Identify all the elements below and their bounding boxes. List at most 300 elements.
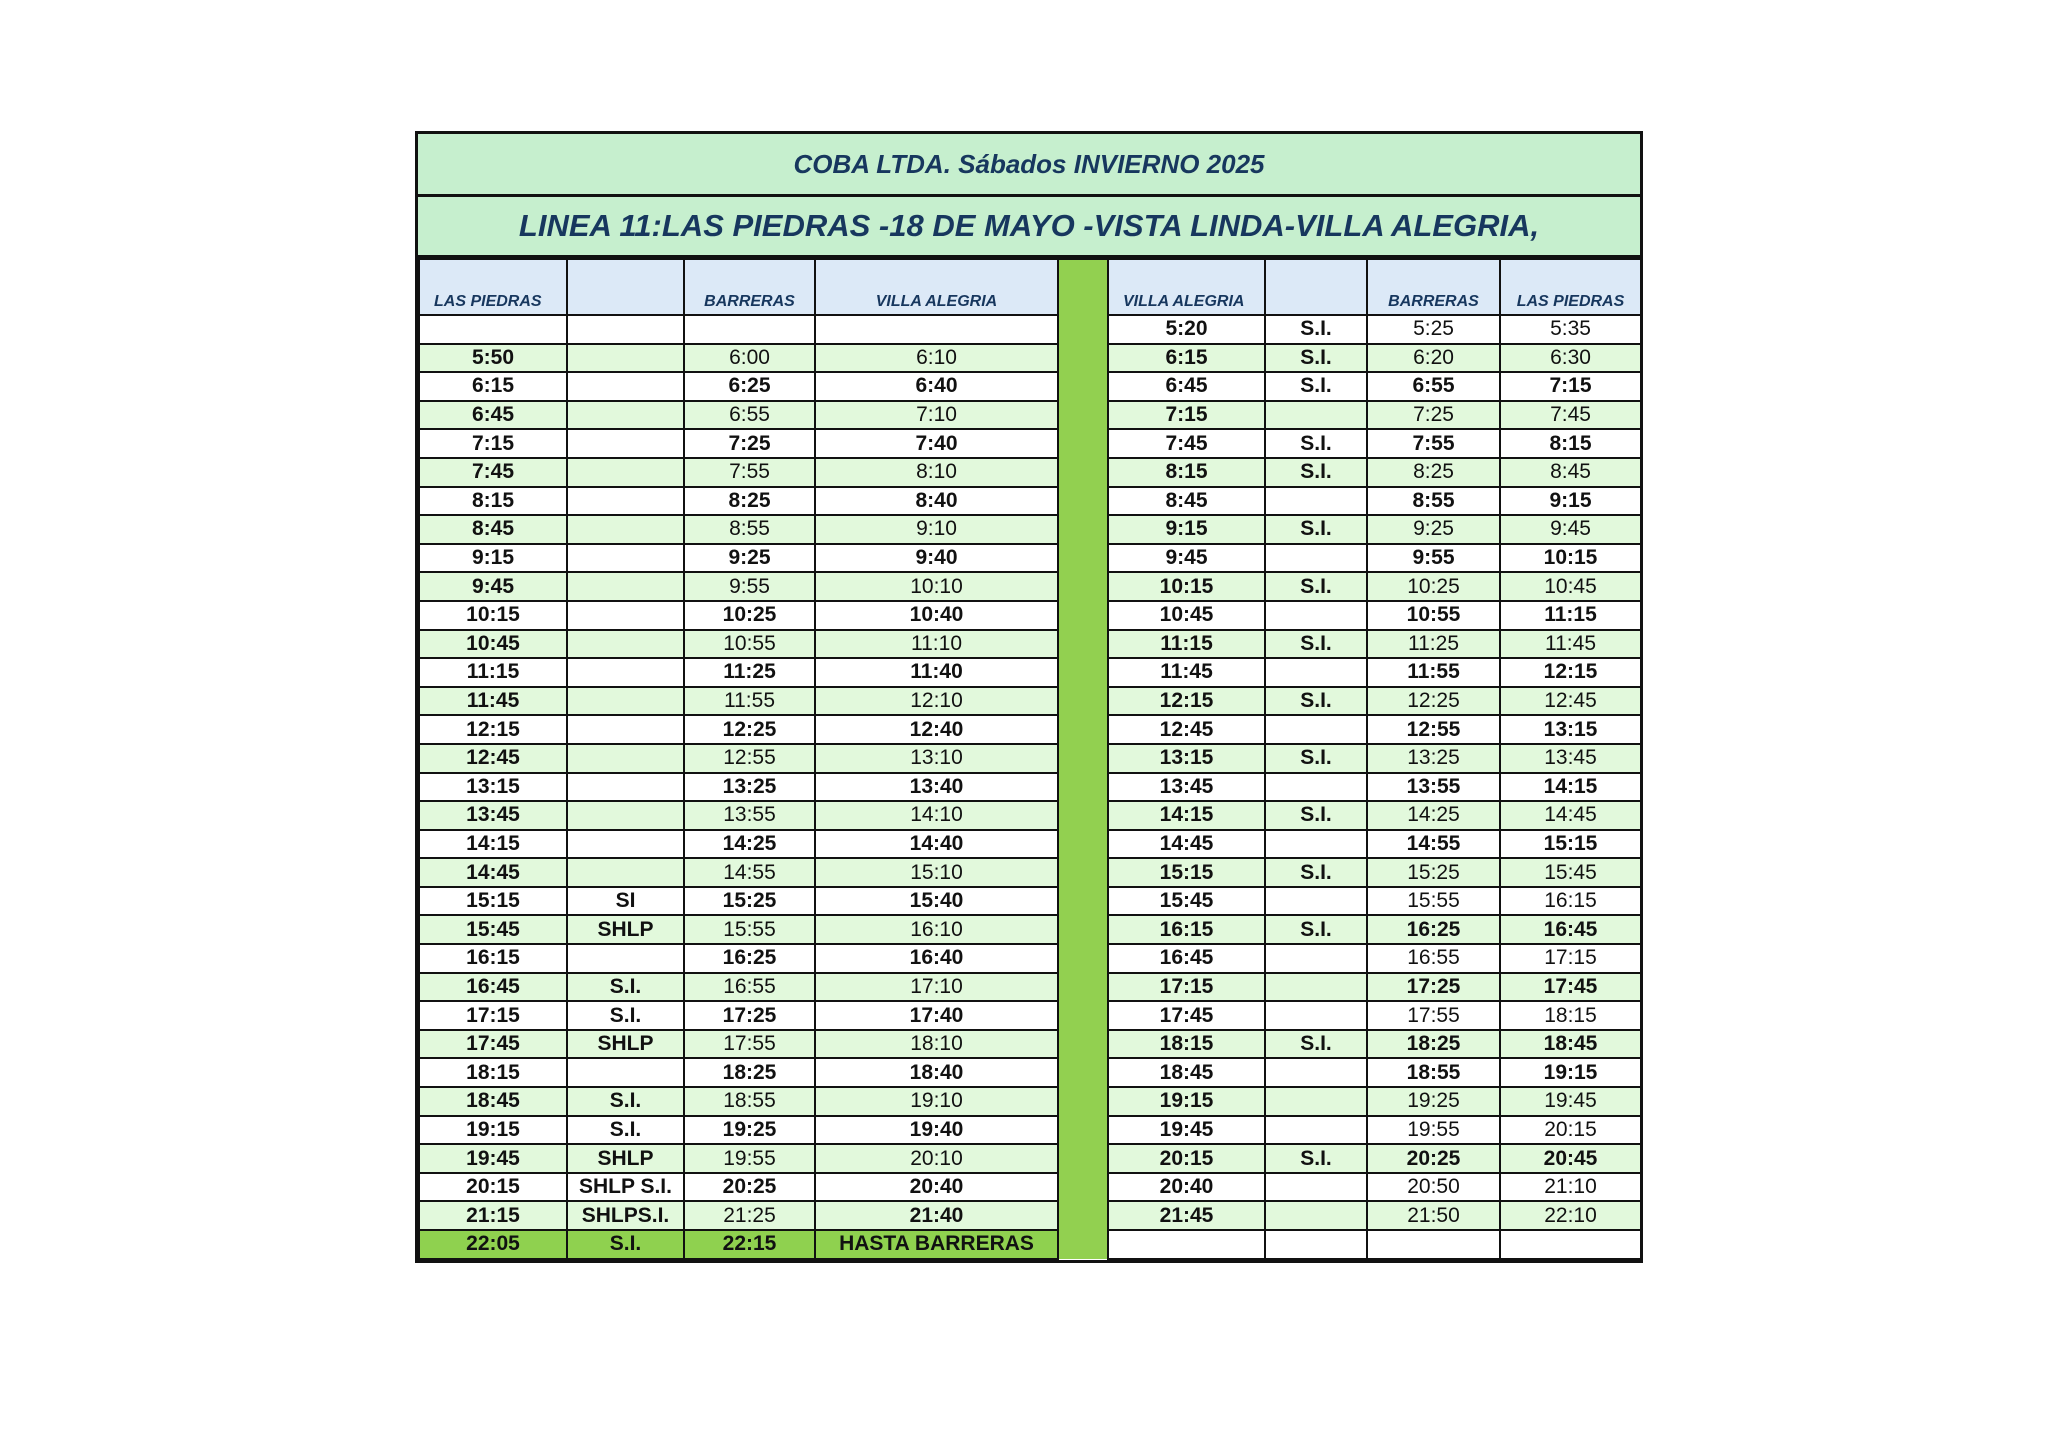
out-note-cell (567, 315, 684, 344)
return-note-cell: S.I. (1265, 315, 1367, 344)
column-separator (1058, 658, 1108, 687)
table-row (419, 715, 1641, 744)
out-barreras-time-cell: 11:25 (684, 658, 815, 687)
header-note-return (1265, 259, 1367, 315)
return-barreras-time-cell: 16:25 (1367, 915, 1500, 944)
out-note-cell (567, 344, 684, 373)
return-villa-alegria-departure-cell: 13:15 (1108, 744, 1265, 773)
out-las-piedras-departure-cell: 13:15 (419, 773, 567, 802)
out-villa-alegria-time-cell: 8:40 (815, 487, 1058, 516)
out-note-cell (567, 830, 684, 859)
out-las-piedras-departure-cell: 6:45 (419, 401, 567, 430)
return-barreras-time-cell: 21:50 (1367, 1201, 1500, 1230)
table-row (419, 544, 1641, 573)
return-note-cell (1265, 1001, 1367, 1030)
return-note-cell (1265, 1201, 1367, 1230)
column-separator (1058, 687, 1108, 716)
return-note-cell: S.I. (1265, 801, 1367, 830)
column-separator (1058, 429, 1108, 458)
out-las-piedras-departure-cell: 12:15 (419, 715, 567, 744)
return-villa-alegria-departure-cell: 16:15 (1108, 915, 1265, 944)
out-note-cell (567, 601, 684, 630)
out-las-piedras-departure-cell: 7:45 (419, 458, 567, 487)
out-barreras-time-cell: 14:55 (684, 858, 815, 887)
return-las-piedras-time-cell: 7:15 (1500, 372, 1641, 401)
out-villa-alegria-time-cell: 19:40 (815, 1116, 1058, 1145)
return-barreras-time-cell: 12:25 (1367, 687, 1500, 716)
out-las-piedras-departure-cell: 20:15 (419, 1173, 567, 1202)
out-barreras-time-cell: 21:25 (684, 1201, 815, 1230)
return-barreras-time-cell: 7:25 (1367, 401, 1500, 430)
return-note-cell: S.I. (1265, 458, 1367, 487)
out-note-cell (567, 487, 684, 516)
out-barreras-time-cell: 10:55 (684, 630, 815, 659)
return-villa-alegria-departure-cell: 6:15 (1108, 344, 1265, 373)
header-villa-alegria-return: VILLA ALEGRIA (1108, 259, 1265, 315)
out-note-cell (567, 372, 684, 401)
out-villa-alegria-time-cell: 14:40 (815, 830, 1058, 859)
out-barreras-time-cell: 13:55 (684, 801, 815, 830)
return-barreras-time-cell: 5:25 (1367, 315, 1500, 344)
table-row (419, 315, 1641, 344)
table-row (419, 401, 1641, 430)
out-villa-alegria-time-cell: 16:10 (815, 915, 1058, 944)
return-villa-alegria-departure-cell: 18:45 (1108, 1058, 1265, 1087)
return-barreras-time-cell: 17:25 (1367, 973, 1500, 1002)
out-las-piedras-departure-cell: 21:15 (419, 1201, 567, 1230)
out-barreras-time-cell: 12:55 (684, 744, 815, 773)
out-barreras-time-cell: 18:55 (684, 1087, 815, 1116)
return-villa-alegria-departure-cell: 5:20 (1108, 315, 1265, 344)
return-villa-alegria-departure-cell: 12:15 (1108, 687, 1265, 716)
out-note-cell (567, 801, 684, 830)
out-barreras-time-cell: 15:25 (684, 887, 815, 916)
out-las-piedras-departure-cell: 7:15 (419, 429, 567, 458)
return-villa-alegria-departure-cell: 17:15 (1108, 973, 1265, 1002)
return-villa-alegria-departure-cell: 19:15 (1108, 1087, 1265, 1116)
return-barreras-time-cell: 11:55 (1367, 658, 1500, 687)
header-las-piedras-return: LAS PIEDRAS (1500, 259, 1641, 315)
return-note-cell: S.I. (1265, 572, 1367, 601)
column-separator (1058, 773, 1108, 802)
return-note-cell (1265, 1058, 1367, 1087)
return-barreras-time-cell: 6:20 (1367, 344, 1500, 373)
return-barreras-time-cell: 19:55 (1367, 1116, 1500, 1145)
return-note-cell (1265, 1087, 1367, 1116)
return-las-piedras-time-cell: 11:15 (1500, 601, 1641, 630)
return-barreras-time-cell (1367, 1230, 1500, 1259)
header-barreras-return: BARRERAS (1367, 259, 1500, 315)
table-row (419, 1173, 1641, 1202)
out-las-piedras-departure-cell: 13:45 (419, 801, 567, 830)
table-row (419, 1144, 1641, 1173)
out-villa-alegria-time-cell: 12:10 (815, 687, 1058, 716)
table-row (419, 1116, 1641, 1145)
column-separator (1058, 458, 1108, 487)
table-row (419, 944, 1641, 973)
table-row (419, 973, 1641, 1002)
return-barreras-time-cell: 20:50 (1367, 1173, 1500, 1202)
column-separator (1058, 1058, 1108, 1087)
return-las-piedras-time-cell: 17:15 (1500, 944, 1641, 973)
out-las-piedras-departure-cell: 18:45 (419, 1087, 567, 1116)
return-note-cell: S.I. (1265, 1144, 1367, 1173)
return-las-piedras-time-cell: 6:30 (1500, 344, 1641, 373)
out-barreras-time-cell: 6:25 (684, 372, 815, 401)
return-note-cell (1265, 887, 1367, 916)
out-villa-alegria-time-cell: 17:40 (815, 1001, 1058, 1030)
table-row (419, 773, 1641, 802)
out-note-cell (567, 429, 684, 458)
return-villa-alegria-departure-cell: 8:15 (1108, 458, 1265, 487)
return-barreras-time-cell: 10:55 (1367, 601, 1500, 630)
out-barreras-time-cell: 8:55 (684, 515, 815, 544)
out-villa-alegria-time-cell: 6:10 (815, 344, 1058, 373)
column-separator (1058, 372, 1108, 401)
table-row (419, 1030, 1641, 1059)
column-separator (1058, 572, 1108, 601)
out-note-cell (567, 515, 684, 544)
table-row (419, 1058, 1641, 1087)
return-note-cell: S.I. (1265, 372, 1367, 401)
return-las-piedras-time-cell: 14:15 (1500, 773, 1641, 802)
out-las-piedras-departure-cell: 10:45 (419, 630, 567, 659)
out-las-piedras-departure-cell: 11:45 (419, 687, 567, 716)
table-row (419, 858, 1641, 887)
return-note-cell (1265, 487, 1367, 516)
return-note-cell: S.I. (1265, 1030, 1367, 1059)
out-note-cell (567, 401, 684, 430)
return-villa-alegria-departure-cell: 9:15 (1108, 515, 1265, 544)
timetable-title: COBA LTDA. Sábados INVIERNO 2025 (418, 134, 1640, 197)
return-villa-alegria-departure-cell: 10:45 (1108, 601, 1265, 630)
return-note-cell (1265, 1116, 1367, 1145)
return-barreras-time-cell: 15:55 (1367, 887, 1500, 916)
return-las-piedras-time-cell: 9:15 (1500, 487, 1641, 516)
column-separator (1058, 715, 1108, 744)
header-las-piedras-out: LAS PIEDRAS (419, 259, 567, 315)
return-barreras-time-cell: 15:25 (1367, 858, 1500, 887)
column-separator (1058, 601, 1108, 630)
return-villa-alegria-departure-cell: 7:15 (1108, 401, 1265, 430)
return-barreras-time-cell: 17:55 (1367, 1001, 1500, 1030)
table-row (419, 630, 1641, 659)
schedule-body (419, 259, 1641, 1259)
out-villa-alegria-time-cell: 8:10 (815, 458, 1058, 487)
return-las-piedras-time-cell: 21:10 (1500, 1173, 1641, 1202)
table-row (419, 515, 1641, 544)
return-barreras-time-cell: 13:25 (1367, 744, 1500, 773)
return-note-cell (1265, 1173, 1367, 1202)
out-las-piedras-departure-cell: 15:15 (419, 887, 567, 916)
out-las-piedras-departure-cell (419, 315, 567, 344)
out-note-cell (567, 1058, 684, 1087)
return-barreras-time-cell: 8:55 (1367, 487, 1500, 516)
return-las-piedras-time-cell: 15:15 (1500, 830, 1641, 859)
out-villa-alegria-time-cell: 10:10 (815, 572, 1058, 601)
out-barreras-time-cell: 19:25 (684, 1116, 815, 1145)
out-barreras-time-cell: 9:25 (684, 544, 815, 573)
column-separator (1058, 887, 1108, 916)
return-note-cell (1265, 830, 1367, 859)
timetable-sheet (415, 131, 1643, 1263)
return-villa-alegria-departure-cell: 13:45 (1108, 773, 1265, 802)
return-las-piedras-time-cell: 19:45 (1500, 1087, 1641, 1116)
out-villa-alegria-time-cell: 18:40 (815, 1058, 1058, 1087)
return-barreras-time-cell: 16:55 (1367, 944, 1500, 973)
table-row (419, 887, 1641, 916)
column-separator (1058, 344, 1108, 373)
out-las-piedras-departure-cell: 6:15 (419, 372, 567, 401)
out-note-cell (567, 572, 684, 601)
return-barreras-time-cell: 7:55 (1367, 429, 1500, 458)
column-separator (1058, 1173, 1108, 1202)
table-row (419, 1230, 1641, 1259)
out-villa-alegria-time-cell: 13:40 (815, 773, 1058, 802)
return-note-cell: S.I. (1265, 687, 1367, 716)
return-villa-alegria-departure-cell: 18:15 (1108, 1030, 1265, 1059)
out-note-cell: SHLP (567, 1144, 684, 1173)
out-villa-alegria-time-cell: 20:10 (815, 1144, 1058, 1173)
return-barreras-time-cell: 14:25 (1367, 801, 1500, 830)
out-las-piedras-departure-cell: 8:45 (419, 515, 567, 544)
column-separator (1058, 544, 1108, 573)
table-row (419, 487, 1641, 516)
out-las-piedras-departure-cell: 9:45 (419, 572, 567, 601)
table-row (419, 830, 1641, 859)
out-note-cell (567, 458, 684, 487)
return-las-piedras-time-cell: 18:45 (1500, 1030, 1641, 1059)
header-villa-alegria-out: VILLA ALEGRIA (815, 259, 1058, 315)
out-barreras-time-cell: 17:25 (684, 1001, 815, 1030)
out-villa-alegria-time-cell: 12:40 (815, 715, 1058, 744)
out-barreras-time-cell: 19:55 (684, 1144, 815, 1173)
out-las-piedras-departure-cell: 19:15 (419, 1116, 567, 1145)
return-las-piedras-time-cell: 16:45 (1500, 915, 1641, 944)
out-las-piedras-departure-cell: 11:15 (419, 658, 567, 687)
return-villa-alegria-departure-cell: 8:45 (1108, 487, 1265, 516)
out-note-cell (567, 544, 684, 573)
out-villa-alegria-time-cell: 7:10 (815, 401, 1058, 430)
out-las-piedras-departure-cell: 15:45 (419, 915, 567, 944)
out-note-cell (567, 630, 684, 659)
return-las-piedras-time-cell: 12:45 (1500, 687, 1641, 716)
return-note-cell (1265, 401, 1367, 430)
out-villa-alegria-time-cell: 10:40 (815, 601, 1058, 630)
column-separator (1058, 1030, 1108, 1059)
out-barreras-time-cell: 10:25 (684, 601, 815, 630)
out-villa-alegria-time-cell: 15:40 (815, 887, 1058, 916)
table-row (419, 344, 1641, 373)
return-villa-alegria-departure-cell (1108, 1230, 1265, 1259)
return-note-cell: S.I. (1265, 915, 1367, 944)
out-barreras-time-cell: 6:55 (684, 401, 815, 430)
return-las-piedras-time-cell: 20:15 (1500, 1116, 1641, 1145)
out-note-cell: SHLP S.I. (567, 1173, 684, 1202)
column-separator (1058, 1201, 1108, 1230)
table-row (419, 744, 1641, 773)
table-row (419, 429, 1641, 458)
return-las-piedras-time-cell: 12:15 (1500, 658, 1641, 687)
out-villa-alegria-time-cell: 20:40 (815, 1173, 1058, 1202)
out-barreras-time-cell: 9:55 (684, 572, 815, 601)
out-las-piedras-departure-cell: 19:45 (419, 1144, 567, 1173)
out-las-piedras-departure-cell: 10:15 (419, 601, 567, 630)
out-las-piedras-departure-cell: 16:15 (419, 944, 567, 973)
return-barreras-time-cell: 9:25 (1367, 515, 1500, 544)
out-villa-alegria-time-cell: 15:10 (815, 858, 1058, 887)
return-barreras-time-cell: 14:55 (1367, 830, 1500, 859)
out-villa-alegria-time-cell: HASTA BARRERAS (815, 1230, 1058, 1259)
out-villa-alegria-time-cell: 11:40 (815, 658, 1058, 687)
out-villa-alegria-time-cell: 13:10 (815, 744, 1058, 773)
out-barreras-time-cell: 22:15 (684, 1230, 815, 1259)
return-note-cell (1265, 658, 1367, 687)
column-separator (1058, 259, 1108, 315)
return-note-cell (1265, 1230, 1367, 1259)
table-row (419, 1087, 1641, 1116)
return-las-piedras-time-cell: 19:15 (1500, 1058, 1641, 1087)
out-barreras-time-cell: 15:55 (684, 915, 815, 944)
out-barreras-time-cell: 20:25 (684, 1173, 815, 1202)
column-separator (1058, 973, 1108, 1002)
return-barreras-time-cell: 12:55 (1367, 715, 1500, 744)
return-villa-alegria-departure-cell: 11:45 (1108, 658, 1265, 687)
out-note-cell (567, 687, 684, 716)
table-row (419, 601, 1641, 630)
out-las-piedras-departure-cell: 14:15 (419, 830, 567, 859)
return-las-piedras-time-cell: 22:10 (1500, 1201, 1641, 1230)
out-barreras-time-cell: 16:25 (684, 944, 815, 973)
return-barreras-time-cell: 8:25 (1367, 458, 1500, 487)
return-villa-alegria-departure-cell: 12:45 (1108, 715, 1265, 744)
out-villa-alegria-time-cell: 14:10 (815, 801, 1058, 830)
column-separator (1058, 630, 1108, 659)
out-barreras-time-cell: 13:25 (684, 773, 815, 802)
out-note-cell (567, 715, 684, 744)
return-note-cell: S.I. (1265, 744, 1367, 773)
return-barreras-time-cell: 9:55 (1367, 544, 1500, 573)
table-row (419, 658, 1641, 687)
column-separator (1058, 1230, 1108, 1259)
return-barreras-time-cell: 20:25 (1367, 1144, 1500, 1173)
column-headers (419, 259, 1641, 315)
out-barreras-time-cell: 18:25 (684, 1058, 815, 1087)
return-las-piedras-time-cell: 17:45 (1500, 973, 1641, 1002)
out-barreras-time-cell: 12:25 (684, 715, 815, 744)
return-note-cell (1265, 715, 1367, 744)
table-row (419, 915, 1641, 944)
return-las-piedras-time-cell: 10:15 (1500, 544, 1641, 573)
return-note-cell (1265, 601, 1367, 630)
return-note-cell: S.I. (1265, 630, 1367, 659)
return-las-piedras-time-cell (1500, 1230, 1641, 1259)
return-barreras-time-cell: 6:55 (1367, 372, 1500, 401)
out-villa-alegria-time-cell: 19:10 (815, 1087, 1058, 1116)
return-note-cell: S.I. (1265, 429, 1367, 458)
return-las-piedras-time-cell: 20:45 (1500, 1144, 1641, 1173)
out-note-cell: SHLP (567, 915, 684, 944)
return-las-piedras-time-cell: 18:15 (1500, 1001, 1641, 1030)
column-separator (1058, 944, 1108, 973)
out-las-piedras-departure-cell: 5:50 (419, 344, 567, 373)
out-barreras-time-cell: 16:55 (684, 973, 815, 1002)
return-villa-alegria-departure-cell: 9:45 (1108, 544, 1265, 573)
return-villa-alegria-departure-cell: 20:40 (1108, 1173, 1265, 1202)
out-note-cell: S.I. (567, 1230, 684, 1259)
out-note-cell: S.I. (567, 973, 684, 1002)
out-villa-alegria-time-cell: 11:10 (815, 630, 1058, 659)
out-las-piedras-departure-cell: 16:45 (419, 973, 567, 1002)
out-villa-alegria-time-cell (815, 315, 1058, 344)
column-separator (1058, 858, 1108, 887)
return-las-piedras-time-cell: 13:45 (1500, 744, 1641, 773)
column-separator (1058, 401, 1108, 430)
return-las-piedras-time-cell: 8:15 (1500, 429, 1641, 458)
return-barreras-time-cell: 18:55 (1367, 1058, 1500, 1087)
out-villa-alegria-time-cell: 18:10 (815, 1030, 1058, 1059)
out-note-cell (567, 858, 684, 887)
return-las-piedras-time-cell: 8:45 (1500, 458, 1641, 487)
return-villa-alegria-departure-cell: 14:45 (1108, 830, 1265, 859)
return-las-piedras-time-cell: 10:45 (1500, 572, 1641, 601)
return-note-cell: S.I. (1265, 515, 1367, 544)
out-villa-alegria-time-cell: 16:40 (815, 944, 1058, 973)
out-villa-alegria-time-cell: 17:10 (815, 973, 1058, 1002)
out-note-cell (567, 944, 684, 973)
column-separator (1058, 487, 1108, 516)
out-note-cell (567, 744, 684, 773)
column-separator (1058, 315, 1108, 344)
return-villa-alegria-departure-cell: 17:45 (1108, 1001, 1265, 1030)
out-barreras-time-cell: 11:55 (684, 687, 815, 716)
return-note-cell: S.I. (1265, 344, 1367, 373)
header-barreras-out: BARRERAS (684, 259, 815, 315)
out-las-piedras-departure-cell: 8:15 (419, 487, 567, 516)
out-note-cell (567, 773, 684, 802)
return-barreras-time-cell: 18:25 (1367, 1030, 1500, 1059)
column-separator (1058, 1087, 1108, 1116)
return-las-piedras-time-cell: 16:15 (1500, 887, 1641, 916)
table-row (419, 372, 1641, 401)
out-note-cell (567, 658, 684, 687)
out-villa-alegria-time-cell: 6:40 (815, 372, 1058, 401)
return-villa-alegria-departure-cell: 21:45 (1108, 1201, 1265, 1230)
out-villa-alegria-time-cell: 9:10 (815, 515, 1058, 544)
out-las-piedras-departure-cell: 14:45 (419, 858, 567, 887)
return-las-piedras-time-cell: 9:45 (1500, 515, 1641, 544)
out-las-piedras-departure-cell: 17:45 (419, 1030, 567, 1059)
out-villa-alegria-time-cell: 7:40 (815, 429, 1058, 458)
table-row (419, 801, 1641, 830)
out-note-cell: SHLPS.I. (567, 1201, 684, 1230)
column-separator (1058, 515, 1108, 544)
return-note-cell (1265, 944, 1367, 973)
column-separator (1058, 1144, 1108, 1173)
route-subtitle: LINEA 11:LAS PIEDRAS -18 DE MAYO -VISTA LINDA-VILLA ALEGRIA, (418, 197, 1640, 258)
column-separator (1058, 1116, 1108, 1145)
table-row (419, 1001, 1641, 1030)
out-villa-alegria-time-cell: 21:40 (815, 1201, 1058, 1230)
out-las-piedras-departure-cell: 9:15 (419, 544, 567, 573)
column-separator (1058, 915, 1108, 944)
out-villa-alegria-time-cell: 9:40 (815, 544, 1058, 573)
return-las-piedras-time-cell: 13:15 (1500, 715, 1641, 744)
return-las-piedras-time-cell: 11:45 (1500, 630, 1641, 659)
out-las-piedras-departure-cell: 18:15 (419, 1058, 567, 1087)
out-las-piedras-departure-cell: 12:45 (419, 744, 567, 773)
return-note-cell (1265, 973, 1367, 1002)
